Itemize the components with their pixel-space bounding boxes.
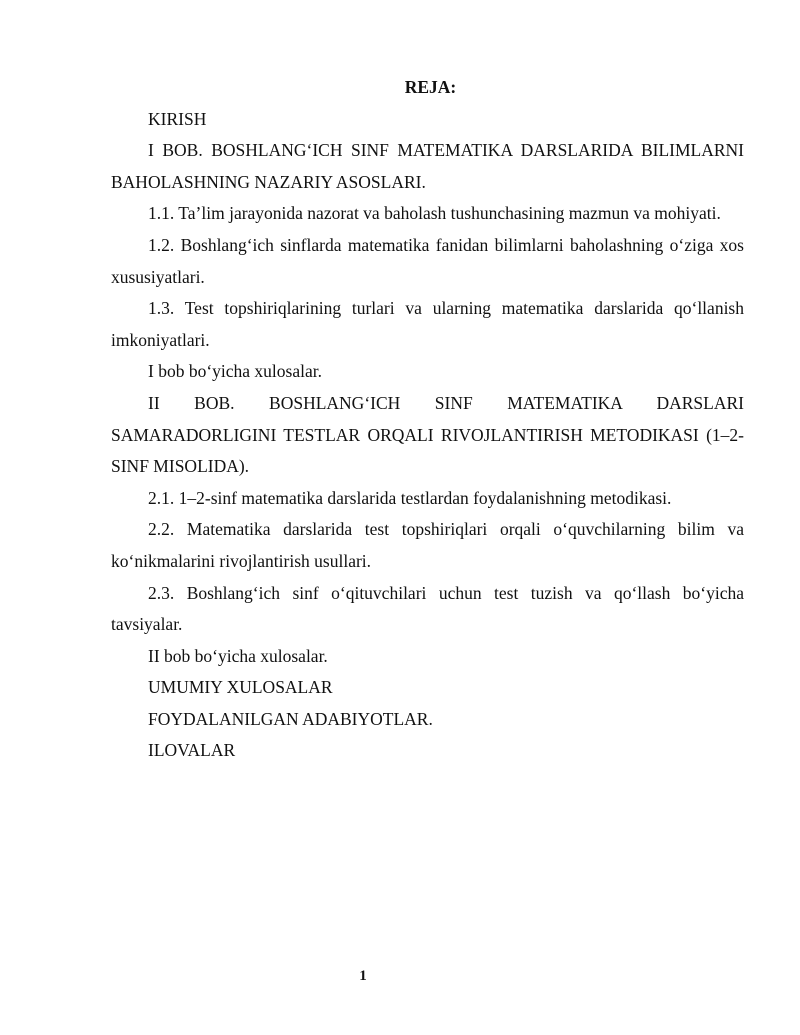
toc-entry-references: FOYDALANILGAN ADABIYOTLAR. [148,708,433,729]
toc-entry-section-1-1: 1.1. Ta’lim jarayonida nazorat va baholash tushunchasining mazmun va mohiyati. [148,203,721,224]
page-number: 1 [359,968,367,984]
toc-entry-introduction: KIRISH [148,108,207,129]
toc-entry-section-2-3: 2.3. Boshlang‘ich sinf o‘qituvchilari uchun test tuzish va qo‘llash bo‘yicha tavsiyalar. [111,582,744,635]
toc-entry-general-conclusions: UMUMIY XULOSALAR [148,677,333,698]
toc-entry-section-2-2: 2.2. Matematika darslarida test topshiriqlari orqali o‘quvchilarning bilim va ko‘nikmalarini rivojlantirish usullari. [111,519,744,571]
toc-entry-chapter-2-conclusions: II bob bo‘yicha xulosalar. [148,645,328,666]
toc-entry-section-2-1: 2.1. 1–2-sinf matematika darslarida testlardan foydalanishning metodikasi. [148,487,672,508]
document-page [111,72,744,767]
toc-entry-chapter-2: II BOB. BOSHLANG‘ICH SINF MATEMATIKA DARSLARI SAMARADORLIGINI TESTLAR ORQALI RIVOJLANTIRISH METODIKASI (1–2-SINF MISOLIDA). [111,392,744,477]
toc-entry-chapter-1-conclusions: I bob bo‘yicha xulosalar. [148,361,322,382]
toc-entry-appendices: ILOVALAR [148,740,236,761]
toc-entry-section-1-2: 1.2. Boshlang‘ich sinflarda matematika fanidan bilimlarni baholashning o‘ziga xos xususiyatlari. [111,234,744,287]
toc-entry-chapter-1: I BOB. BOSHLANG‘ICH SINF MATEMATIKA DARSLARIDA BILIMLARNI BAHOLASHNING NAZARIY ASOSLARI. [111,140,744,192]
toc-entry-section-1-3: 1.3. Test topshiriqlarining turlari va ularning matematika darslarida qo‘llanish imkoniyatlari. [111,298,744,350]
plan-title: REJA: [404,77,457,97]
